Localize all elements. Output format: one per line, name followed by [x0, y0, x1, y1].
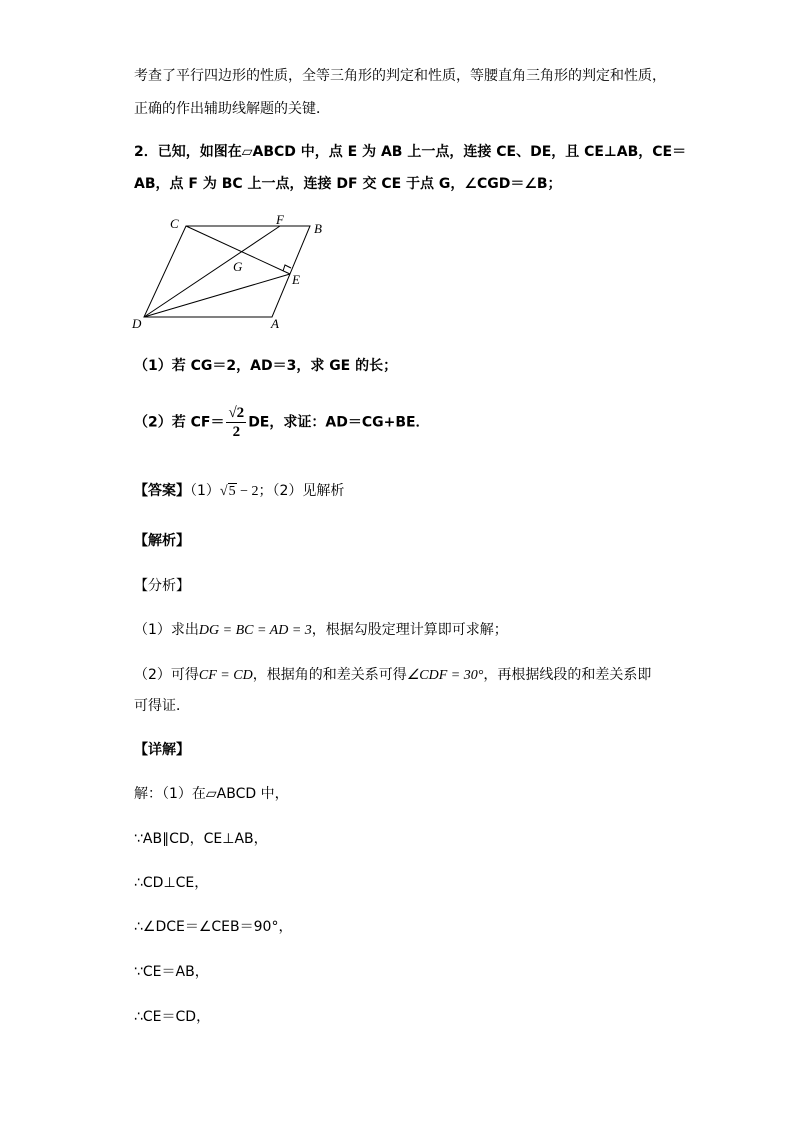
- label-e: E: [292, 272, 300, 287]
- label-c: C: [170, 216, 179, 231]
- analysis-2-mid: ，根据角的和差关系可得: [252, 667, 407, 683]
- part2-suffix: DE，求证：AD＝CG+BE．: [248, 414, 430, 431]
- label-f: F: [276, 212, 284, 227]
- problem-stem-line-1: [134, 142, 686, 162]
- solution-line-6: ∴CE＝CD，: [134, 1009, 211, 1025]
- intro-line-2: 正确的作出辅助线解题的关键．: [134, 101, 330, 117]
- solution-line-4: ∴∠DCE＝∠CEB＝90°，: [134, 919, 293, 935]
- fraction-sqrt2-over-2: [226, 404, 246, 441]
- section-fenxi: 【分析】: [134, 578, 190, 594]
- question-part-1: （1）若 CG＝2，AD＝3，求 GE 的长；: [134, 358, 398, 374]
- answer-line: [134, 481, 344, 502]
- label-d: D: [132, 316, 142, 331]
- analysis-1-prefix: （1）求出: [134, 622, 199, 638]
- solution-line-5: ∵CE＝AB，: [134, 964, 209, 980]
- segment-de: [144, 274, 290, 317]
- analysis-2-math-2: ∠CDF = 30°: [406, 668, 484, 683]
- intro-line-1: 考查了平行四边形的性质，全等三角形的判定和性质，等腰直角三角形的判定和性质，: [134, 68, 666, 84]
- solution-line-1: 解：（1）在▱ABCD 中，: [134, 786, 289, 802]
- problem-number: 2．: [134, 144, 158, 160]
- answer-sep: ；: [258, 483, 273, 499]
- answer-p1-prefix: （1）: [190, 483, 220, 499]
- answer-sqrt5-minus-2: √5 − 2: [219, 484, 259, 499]
- analysis-1-math: DG = BC = AD = 3: [198, 623, 312, 638]
- problem-stem-line-2: AB，点 F 为 BC 上一点，连接 DF 交 CE 于点 G，∠CGD＝∠B；: [134, 176, 562, 192]
- part2-prefix: （2）若 CF＝: [134, 414, 225, 431]
- segment-df: [144, 226, 280, 317]
- analysis-line-1: [134, 620, 508, 641]
- answer-p1-rest: − 2: [236, 484, 259, 499]
- label-b: B: [314, 221, 322, 236]
- radicand: 5: [228, 484, 236, 499]
- fraction-denominator: 2: [232, 424, 241, 440]
- answer-tag: 【答案】: [134, 483, 190, 499]
- analysis-2-math-1: CF = CD: [198, 668, 253, 683]
- problem-stem-text-1: 已知，如图在▱ABCD 中，点 E 为 AB 上一点，连接 CE、DE，且 CE⊥AB，CE＝: [157, 144, 687, 160]
- solution-line-2: ∵AB∥CD，CE⊥AB，: [134, 831, 268, 847]
- analysis-2-suffix: ，再根据线段的和差关系即: [483, 667, 652, 683]
- section-jiexi: 【解析】: [134, 533, 190, 549]
- section-xiangjie: 【详解】: [134, 742, 190, 758]
- analysis-2-prefix: （2）可得: [134, 667, 199, 683]
- label-g: G: [233, 259, 243, 274]
- answer-p2: （2）见解析: [272, 483, 345, 499]
- right-angle-mark: [283, 265, 291, 271]
- solution-line-3: ∴CD⊥CE，: [134, 875, 209, 891]
- parallelogram-figure: [128, 212, 328, 332]
- label-a: A: [271, 316, 279, 331]
- analysis-line-3: 可得证．: [134, 698, 190, 714]
- fraction-numerator: √2: [228, 405, 245, 421]
- question-part-2: [134, 404, 430, 441]
- analysis-1-suffix: ，根据勾股定理计算即可求解；: [311, 622, 508, 638]
- analysis-line-2: [134, 665, 651, 686]
